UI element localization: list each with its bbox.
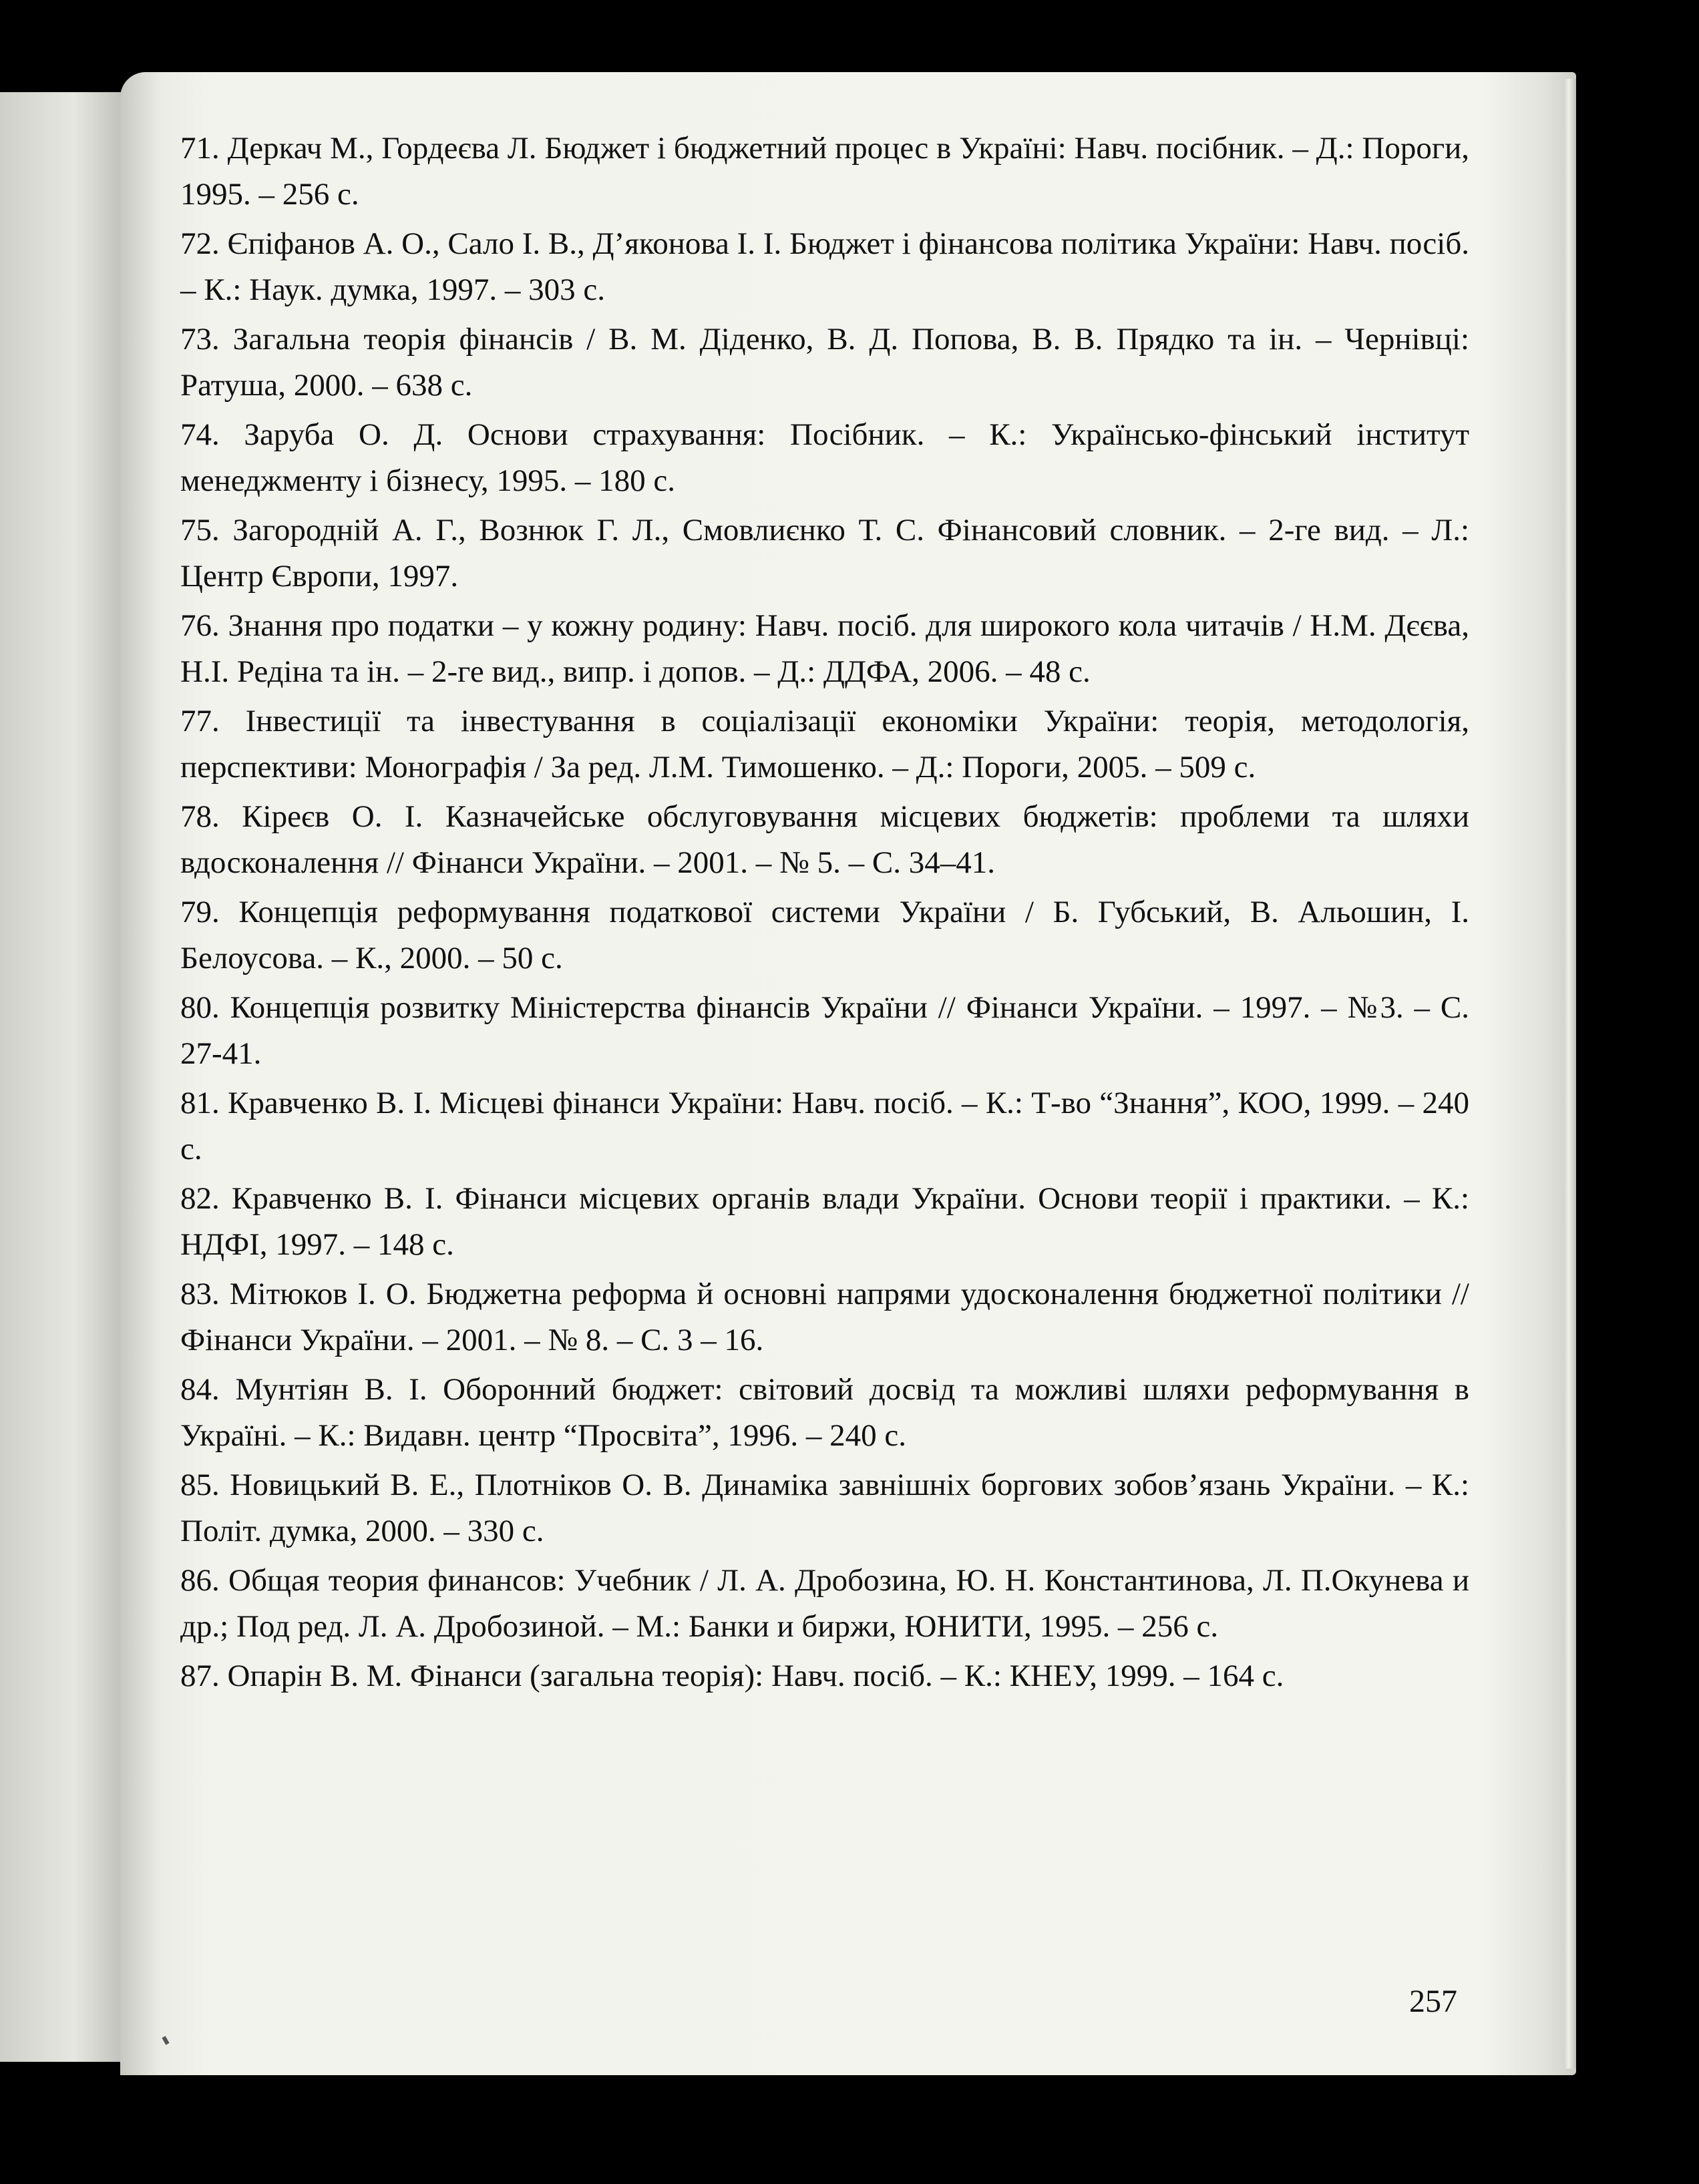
bibliography-entry-77: 77. Інвестиції та інвестування в соціалізації економіки України: теорія, методологія, перспективи: Монографія / За ред. Л.М. Тимошенко. – Д.: Пороги, 2005. – 509 с.: [180, 704, 1469, 785]
bibliography-entry-87: 87. Опарін В. М. Фінанси (загальна теорія): Навч. посіб. – К.: КНЕУ, 1999. – 164 с.: [180, 1659, 1284, 1693]
bibliography-entry-72: 72. Єпіфанов А. О., Сало І. В., Д’яконова І. І. Бюджет і фінансова політика України: Навч. посіб. – К.: Наук. думка, 1997. – 303 с.: [180, 226, 1469, 307]
bibliography-entry-76: 76. Знання про податки – у кожну родину: Навч. посіб. для широкого кола читачів / Н.М. Дєєва, Н.І. Редіна та ін. – 2-ге вид., випр. і допов. – Д.: ДДФА, 2006. – 48 с.: [180, 608, 1469, 689]
bibliography-entry-81: 81. Кравченко В. І. Місцеві фінанси України: Навч. посіб. – К.: Т-во “Знання”, КОО, 1999. – 240 с.: [180, 1086, 1469, 1166]
bibliography-entry-84: 84. Мунтіян В. І. Оборонний бюджет: світовий досвід та можливі шляхи реформування в Україні. – К.: Видавн. центр “Просвіта”, 1996. – 240 с.: [180, 1372, 1469, 1453]
bibliography-entry-71: 71. Деркач М., Гордеєва Л. Бюджет і бюджетний процес в Україні: Навч. посібник. – Д.: Пороги, 1995. – 256 с.: [180, 131, 1469, 212]
bibliography-entry-82: 82. Кравченко В. І. Фінанси місцевих органів влади України. Основи теорії і практики. – К.: НДФІ, 1997. – 148 с.: [180, 1181, 1469, 1262]
bibliography-entry-74: 74. Заруба О. Д. Основи страхування: Посібник. – К.: Українсько-фінський інститут менеджменту і бізнесу, 1995. – 180 с.: [180, 417, 1469, 498]
facing-page-edge: [0, 92, 134, 2062]
bibliography-entry-73: 73. Загальна теорія фінансів / В. М. Діденко, В. Д. Попова, В. В. Прядко та ін. – Чернівці: Ратуша, 2000. – 638 с.: [180, 322, 1469, 403]
bibliography-entry-85: 85. Новицький В. Е., Плотніков О. В. Динаміка завнішніх боргових зобов’язань України. – К.: Політ. думка, 2000. – 330 с.: [180, 1468, 1469, 1548]
page-number: 257: [1409, 1984, 1457, 2019]
bibliography-list: [180, 126, 1469, 1703]
bibliography-entry-78: 78. Кіреєв О. І. Казначейське обслуговування місцевих бюджетів: проблеми та шляхи вдосконалення // Фінанси України. – 2001. – № 5. – С. 34–41.: [180, 799, 1469, 880]
bibliography-entry-83: 83. Мітюков І. О. Бюджетна реформа й основні напрями удосконалення бюджетної політики // Фінанси України. – 2001. – № 8. – С. 3 – 16.: [180, 1277, 1469, 1357]
page-edge-shadow: [1564, 79, 1576, 2068]
bibliography-entry-80: 80. Концепція розвитку Міністерства фінансів України // Фінанси України. – 1997. – №3. – С. 27-41.: [180, 990, 1469, 1071]
bibliography-entry-79: 79. Концепція реформування податкової системи України / Б. Губський, В. Альошин, І. Белоусова. – К., 2000. – 50 с.: [180, 895, 1469, 975]
bibliography-entry-75: 75. Загороднiй А. Г., Вознюк Г. Л., Смовлиєнко Т. С. Фінансовий словник. – 2-ге вид. – Л.: Центр Європи, 1997.: [180, 513, 1469, 594]
bibliography-entry-86: 86. Общая теория финансов: Учебник / Л. А. Дробозина, Ю. Н. Константинова, Л. П.Окунева и др.; Под ред. Л. А. Дробозиной. – М.: Банки и биржи, ЮНИТИ, 1995. – 256 с.: [180, 1563, 1469, 1644]
